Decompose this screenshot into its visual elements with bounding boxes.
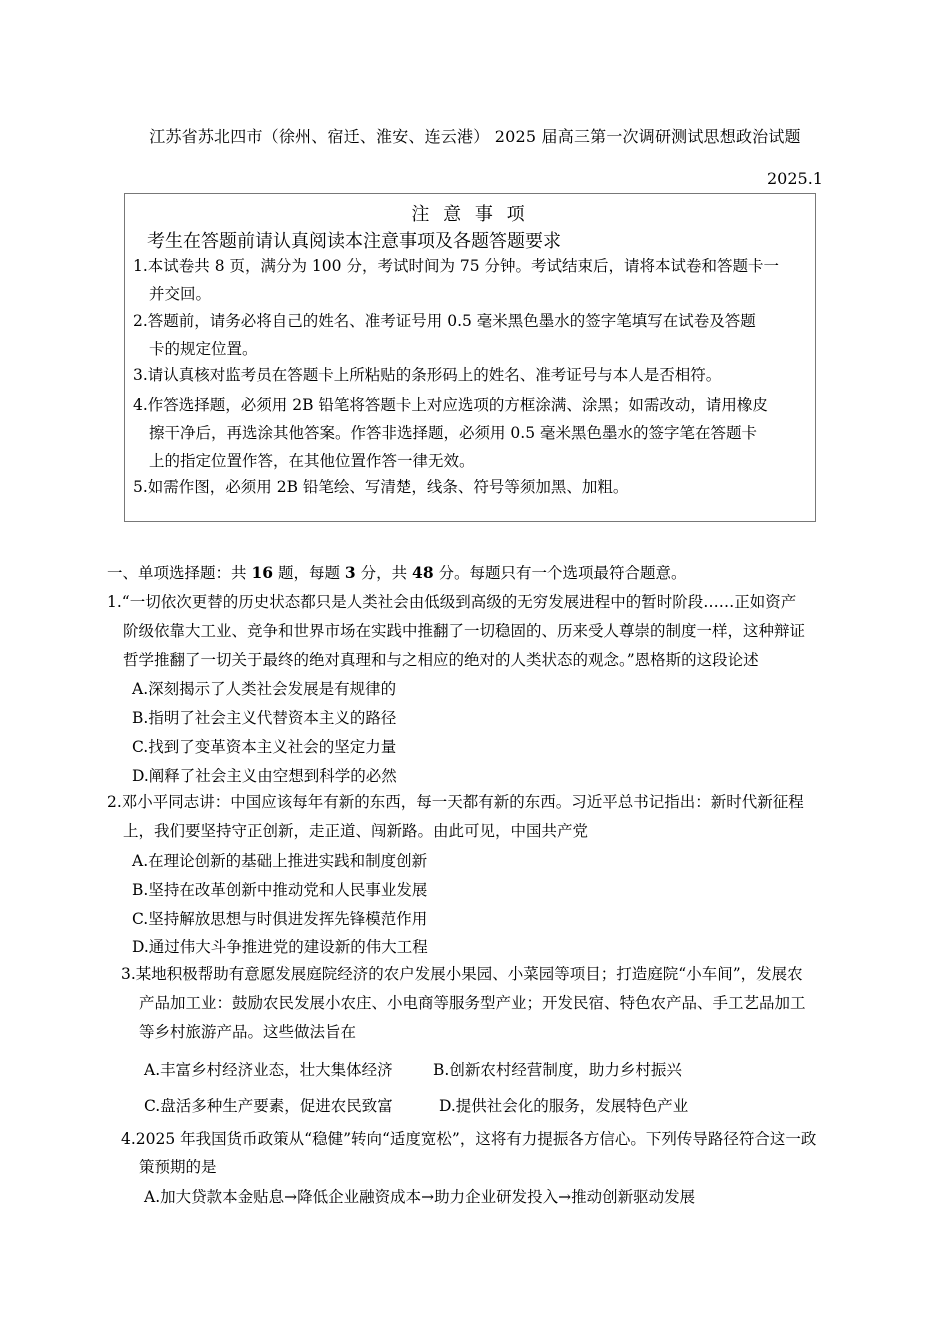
question-3-option-a: A.丰富乡村经济业态，壮大集体经济 [144,1061,393,1079]
question-4-line: 4.2025 年我国货币政策从“稳健”转向“适度宽松”，这将有力提振各方信心。下列传导路径符合这一政 [121,1130,817,1148]
notice-item [133,361,813,389]
section-title [107,561,687,583]
notice-line: 2.答题前，请务必将自己的姓名、准考证号用 0.5 毫米黑色墨水的签字笔填写在试卷及答题 [133,312,756,330]
question-1-option-a: A.深刻揭示了人类社会发展是有规律的 [132,680,397,698]
notice-line: 擦干净后，再选涂其他答案。作答非选择题，必须用 0.5 毫米黑色墨水的签字笔在答题卡 [149,424,758,442]
question-2-option-c: C.坚持解放思想与时俱进发挥先锋模范作用 [132,910,428,928]
notice-line: 卡的规定位置。 [149,340,258,358]
notice-line: 3.请认真核对监考员在答题卡上所粘贴的条形码上的姓名、准考证号与本人是否相符。 [133,366,722,384]
notice-line: 5.如需作图，必须用 2B 铅笔绘、写清楚，线条、符号等须加黑、加粗。 [133,478,629,496]
question-1-option-d: D.阐释了社会主义由空想到科学的必然 [132,767,397,785]
question-2-line: 2.邓小平同志讲：中国应该每年有新的东西，每一天都有新的东西。习近平总书记指出：新时代新征程 [107,793,804,811]
question-1-line: 阶级依靠大工业、竞争和世界市场在实践中推翻了一切稳固的、历来受人尊崇的制度一样，这种辩证 [123,622,806,640]
notice-line: 4.作答选择题，必须用 2B 铅笔将答题卡上对应选项的方框涂满、涂黑；如需改动，请用橡皮 [133,396,768,414]
section-text: 一、单项选择题：共 [107,564,252,582]
question-3-line: 3.某地积极帮助有意愿发展庭院经济的农户发展小果园、小菜园等项目；打造庭院“小车间”，发展农 [121,965,803,983]
section-text: 分，共 [355,564,413,582]
notice-line: 上的指定位置作答，在其他位置作答一律无效。 [149,452,475,470]
notice-subheading: 考生在答题前请认真阅读本注意事项及各题答题要求 [147,231,561,252]
section-total-score: 48 [412,563,434,582]
notice-item [133,252,813,308]
question-1-option-b: B.指明了社会主义代替资本主义的路径 [132,709,397,727]
question-1-line: 1.“一切依次更替的历史状态都只是人类社会由低级到高级的无穷发展进程中的暂时阶段……正如资产 [107,593,797,611]
notice-box [124,193,816,522]
section-text: 题，每题 [273,564,345,582]
notice-item [133,473,813,501]
question-2-option-a: A.在理论创新的基础上推进实践和制度创新 [132,852,428,870]
question-3-line: 等乡村旅游产品。这些做法旨在 [139,1023,357,1041]
question-1-line: 哲学推翻了一切关于最终的绝对真理和与之相应的绝对的人类状态的观念。”恩格斯的这段论述 [123,651,759,669]
question-3-option-d: D.提供社会化的服务，发展特色产业 [439,1097,689,1115]
question-3-option-b: B.创新农村经营制度，助力乡村振兴 [433,1061,682,1079]
section-text: 分。每题只有一个选项最符合题意。 [433,564,687,582]
section-count: 16 [251,563,274,582]
question-2-option-b: B.坚持在改革创新中推动党和人民事业发展 [132,881,428,899]
question-2-option-d: D.通过伟大斗争推进党的建设新的伟大工程 [132,938,428,956]
notice-item [133,391,813,475]
question-2-line: 上，我们要坚持守正创新，走正道、闯新路。由此可见，中国共产党 [123,822,589,840]
exam-title: 江苏省苏北四市（徐州、宿迁、淮安、连云港） 2025 届高三第一次调研测试思想政治试题 [149,127,801,146]
question-3-line: 产品加工业：鼓励农民发展小农庄、小电商等服务型产业；开发民宿、特色农产品、手工艺品加工 [139,994,806,1012]
notice-line: 1.本试卷共 8 页，满分为 100 分，考试时间为 75 分钟。考试结束后，请将本试卷和答题卡一 [133,257,780,275]
exam-date: 2025.1 [767,169,823,188]
notice-line: 并交回。 [149,285,212,303]
question-1-option-c: C.找到了变革资本主义社会的坚定力量 [132,738,397,756]
question-4-option-a: A.加大贷款本金贴息→降低企业融资成本→助力企业研发投入→推动创新驱动发展 [144,1188,696,1206]
question-3-option-c: C.盘活多种生产要素，促进农民致富 [144,1097,393,1115]
section-per-score: 3 [344,563,356,582]
question-4-line: 策预期的是 [139,1158,217,1176]
notice-heading: 注 意 事 项 [411,204,529,225]
notice-item [133,307,813,363]
